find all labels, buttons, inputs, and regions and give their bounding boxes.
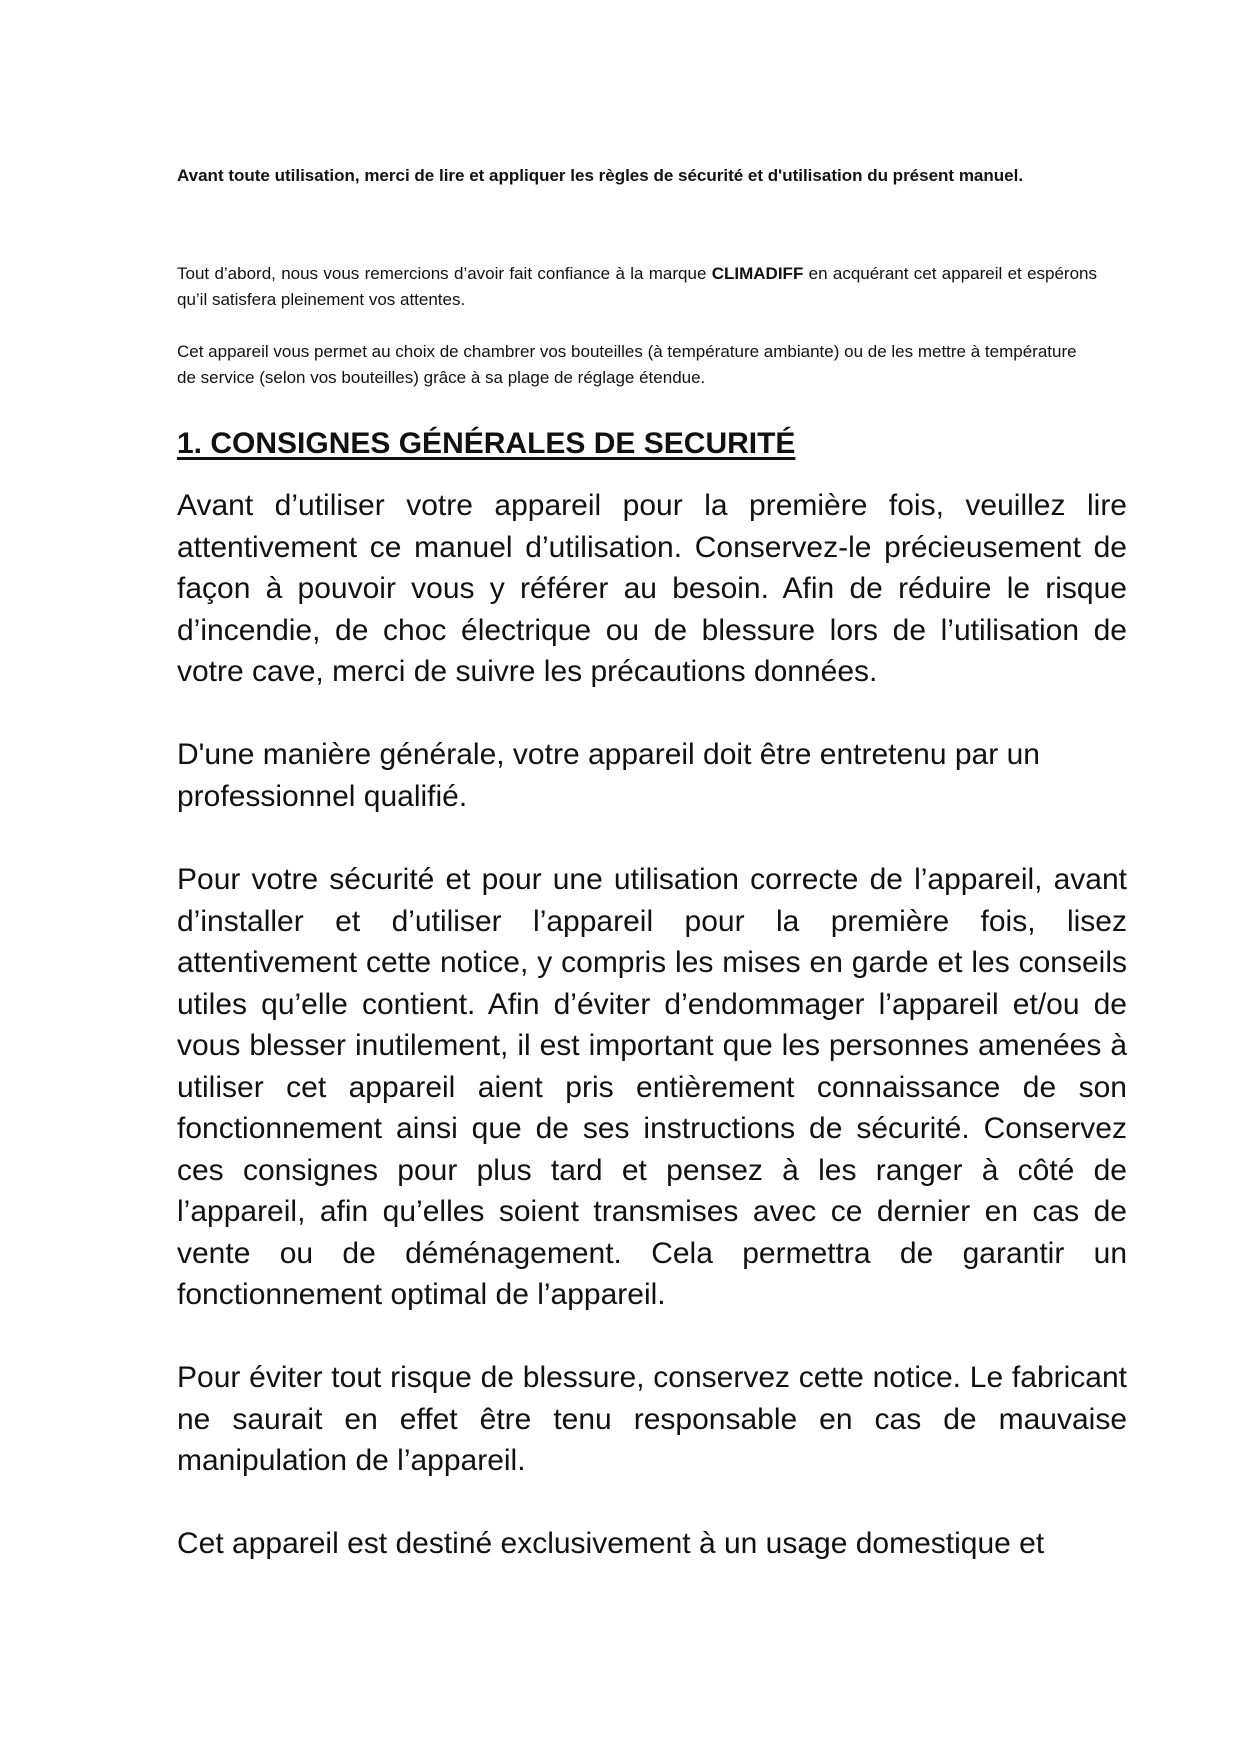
intro-description-paragraph: Cet appareil vous permet au choix de chambrer vos bouteilles (à température ambiante) ou de les mettre à température de service (selon vos bouteilles) grâce à sa plage de réglage étendue. <box>177 342 1077 387</box>
safety-paragraph-1: Avant d’utiliser votre appareil pour la première fois, veuillez lire attentivement ce manuel d’utilisation. Conservez-le précieusement de façon à pouvoir vous y référer au besoin. Afin de réduire le risque d’incendie, de choc électrique ou de blessure lors de l’utilisation de votre cave, merci de suivre les précautions données. <box>177 489 1127 688</box>
brand-name: CLIMADIFF <box>711 264 804 283</box>
section-title: 1. CONSIGNES GÉNÉRALES DE SECURITÉ <box>177 427 796 460</box>
safety-paragraph-4: Pour éviter tout risque de blessure, conservez cette notice. Le fabricant ne saurait en effet être tenu responsable en cas de mauvaise manipulation de l’appareil. <box>177 1361 1127 1477</box>
intro-notice: Avant toute utilisation, merci de lire et appliquer les règles de sécurité et d'utilisation du présent manuel. <box>177 166 1024 185</box>
intro-thanks-text-start: Tout d’abord, nous vous remercions d’avoir fait confiance à la marque <box>177 264 712 283</box>
safety-paragraph-2: D'une manière générale, votre appareil doit être entretenu par un professionnel qualifié. <box>177 738 1040 813</box>
safety-paragraph-3: Pour votre sécurité et pour une utilisation correcte de l’appareil, avant d’installer et d’utiliser l’appareil pour la première fois, lisez attentivement cette notice, y compris les mises en garde et les conseils utiles qu’elle contient. Afin d’éviter d’endommager l’appareil et/ou de vous blesser inutilement, il est important que les personnes amenées à utiliser cet appareil aient pris entièrement connaissance de son fonctionnement ainsi que de ses instructions de sécurité. Conservez ces consignes pour plus tard et pensez à les ranger à côté de l’appareil, afin qu’elles soient transmises avec ce dernier en cas de vente ou de déménagement. Cela permettra de garantir un fonctionnement optimal de l’appareil. <box>177 863 1127 1311</box>
intro-thanks-paragraph <box>177 261 1097 313</box>
safety-paragraph-5: Cet appareil est destiné exclusivement à un usage domestique et <box>177 1527 1045 1560</box>
intro-thanks-text-end: en acquérant cet appareil et espérons qu’il satisfera pleinement vos attentes. <box>177 264 1098 309</box>
